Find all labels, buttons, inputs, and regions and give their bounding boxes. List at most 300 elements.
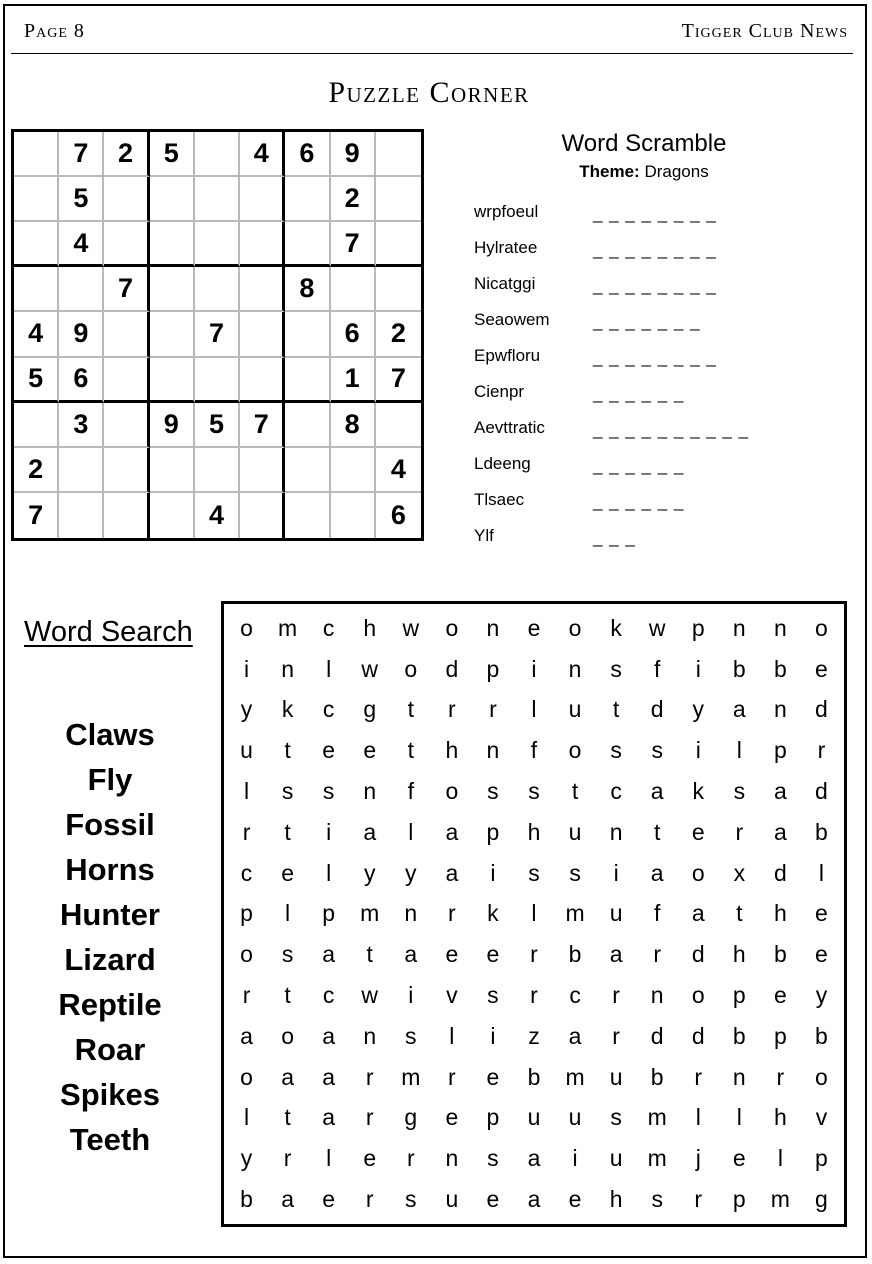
word-search-letter: n <box>445 1145 459 1172</box>
word-search-letter: f <box>653 655 661 682</box>
scrambled-word: Aevttratic <box>474 418 545 437</box>
word-search-letter: h <box>609 1186 623 1213</box>
word-search-letter: s <box>651 737 663 764</box>
word-search-letter: s <box>610 1104 622 1131</box>
word-search-letter: l <box>736 1104 742 1131</box>
word-search-letter: s <box>487 1145 499 1172</box>
sudoku-cell: 5 <box>150 132 195 177</box>
word-search-letter: u <box>527 1104 541 1131</box>
sudoku-cell <box>150 448 195 493</box>
sudoku-cell <box>104 312 149 357</box>
word-search-letter: r <box>365 1186 374 1213</box>
theme-value: Dragons <box>639 162 709 181</box>
sudoku-cell <box>240 448 285 493</box>
sudoku-cell <box>150 358 195 403</box>
word-search-letter: a <box>773 778 787 805</box>
sudoku-cell <box>240 177 285 222</box>
sudoku-cell <box>195 222 240 267</box>
word-search-letter: h <box>363 614 377 641</box>
scramble-row <box>474 488 774 524</box>
word-search-letter: s <box>322 778 335 805</box>
sudoku-cell: 7 <box>104 267 149 312</box>
sudoku-cell <box>240 312 285 357</box>
sudoku-cell: 6 <box>390 499 406 530</box>
word-search-letter: g <box>404 1104 418 1131</box>
word-search-letter: p <box>486 655 500 682</box>
word-search-letter: r <box>283 1145 292 1172</box>
word-search-letter: l <box>777 1145 783 1172</box>
word-search-letter: h <box>773 900 787 927</box>
sudoku-cell: 7 <box>376 358 421 403</box>
word-search-letter: s <box>281 941 294 968</box>
word-search-letter: n <box>650 982 664 1009</box>
word-search-letter: e <box>815 941 828 968</box>
scrambled-word: wrpfoeul <box>474 202 539 221</box>
word-search-letter: t <box>284 1104 291 1131</box>
scrambled-word: Ldeeng <box>474 454 531 473</box>
word-search-letter: o <box>404 655 418 682</box>
word-search-letter: t <box>407 737 414 764</box>
newsletter-name: Tigger Club News <box>681 20 848 42</box>
word-search-letter: j <box>695 1145 701 1172</box>
word-search-letter: p <box>486 818 500 845</box>
sudoku-cell <box>240 493 285 538</box>
sudoku-cell: 4 <box>376 448 421 493</box>
word-search-letter: c <box>610 778 622 805</box>
word-search-letter: s <box>651 1186 663 1213</box>
sudoku-cell <box>285 222 330 267</box>
word-search-letter: d <box>815 778 828 805</box>
word-search-letter: e <box>486 1063 500 1090</box>
word-search-letter: x <box>733 859 746 886</box>
word-search-letter: s <box>569 859 581 886</box>
sudoku-cell: 6 <box>331 312 376 357</box>
sudoku-cell: 4 <box>14 312 59 357</box>
word-search-letter: t <box>284 737 291 764</box>
word-search-letter: i <box>243 655 250 682</box>
word-search-letter: o <box>691 859 705 886</box>
word-search-letter: r <box>406 1145 415 1172</box>
word-search-letter: i <box>695 737 701 764</box>
word-search-letter: a <box>404 941 418 968</box>
word-search-letter: r <box>653 941 662 968</box>
word-search-letter: l <box>243 1104 250 1131</box>
word-search-word: Fossil <box>65 807 155 842</box>
word-search-label: Word Search <box>24 616 193 648</box>
word-search-letter: d <box>650 696 664 723</box>
word-search-letter: a <box>322 1063 336 1090</box>
word-search-letter: p <box>773 737 787 764</box>
sudoku-cell <box>104 177 149 222</box>
word-search-letter: k <box>692 778 704 805</box>
word-search-letter: r <box>448 1063 456 1090</box>
word-search-letter: y <box>363 859 376 886</box>
word-search-letter: a <box>281 1186 294 1213</box>
sudoku-cell: 2 <box>376 312 421 357</box>
word-search-letter: y <box>692 696 704 723</box>
word-search-letter: o <box>691 982 705 1009</box>
word-search-letter: a <box>281 1063 294 1090</box>
sudoku-cell <box>240 358 285 403</box>
scramble-row <box>474 200 774 236</box>
word-search-letter: v <box>446 982 458 1009</box>
word-search-letter: n <box>732 1063 746 1090</box>
word-search-letter: s <box>405 1022 417 1049</box>
sudoku-cell <box>195 132 240 177</box>
word-search-letter: y <box>815 982 828 1009</box>
scramble-row <box>474 524 774 560</box>
word-search-letter: b <box>650 1063 664 1090</box>
word-search-letter: n <box>363 1022 377 1049</box>
word-search-word-list <box>20 712 200 1162</box>
word-search-letter: a <box>650 859 664 886</box>
sudoku-cell: 6 <box>285 132 330 177</box>
word-search-letter: s <box>487 778 499 805</box>
scrambled-word: Seaowem <box>474 310 550 329</box>
sudoku-cell <box>240 267 285 312</box>
sudoku-cell <box>195 448 240 493</box>
sudoku-cell: 7 <box>14 493 59 538</box>
word-search-letter: s <box>610 655 622 682</box>
word-search-letter: p <box>732 1186 746 1213</box>
word-search-letter: c <box>240 859 253 886</box>
word-search-letter: r <box>694 1186 703 1213</box>
sudoku-cell <box>376 267 421 312</box>
sudoku-cell <box>285 493 330 538</box>
word-search-letter: e <box>732 1145 746 1172</box>
word-scramble-list <box>474 200 774 560</box>
page-number: Page 8 <box>24 20 85 42</box>
word-search-letter: p <box>815 1145 828 1172</box>
word-search-letter: l <box>695 1104 701 1131</box>
word-search-letter: u <box>568 1104 582 1131</box>
word-search-letter: d <box>691 1022 705 1049</box>
word-search-letter: s <box>610 737 622 764</box>
sudoku-cell <box>14 222 59 267</box>
sudoku-cell <box>150 177 195 222</box>
word-search-letter: r <box>612 1022 620 1049</box>
word-scramble-theme <box>520 162 768 182</box>
sudoku-cell: 5 <box>14 358 59 403</box>
sudoku-cell <box>376 177 421 222</box>
word-search-letter: a <box>240 1022 253 1049</box>
sudoku-cell <box>104 403 149 448</box>
word-search-word: Horns <box>65 852 155 887</box>
word-search-letter: n <box>568 655 582 682</box>
word-search-letter: a <box>650 778 664 805</box>
word-search-letter: s <box>281 778 294 805</box>
word-search-letter: f <box>653 900 661 927</box>
word-search-letter: k <box>281 696 294 723</box>
sudoku-cell <box>59 448 104 493</box>
answer-blanks: _ _ _ _ _ _ _ _ <box>593 348 717 367</box>
word-search-letter: r <box>365 1104 374 1131</box>
sudoku-cell: 7 <box>195 312 240 357</box>
word-search-letter: n <box>404 900 418 927</box>
word-search-letter: o <box>240 1063 253 1090</box>
word-search-letter: e <box>486 1186 500 1213</box>
word-search-letter: i <box>490 1022 496 1049</box>
word-search-letter: t <box>366 941 373 968</box>
word-search-letter: y <box>405 859 417 886</box>
word-search-word: Hunter <box>60 897 160 932</box>
scrambled-word: Epwfloru <box>474 346 541 365</box>
word-search-letter: l <box>736 737 742 764</box>
word-search-grid <box>221 601 847 1227</box>
word-search-letter: e <box>445 941 459 968</box>
sudoku-cell: 2 <box>104 132 149 177</box>
word-scramble-title: Word Scramble <box>561 130 727 157</box>
word-search-letter: a <box>363 818 377 845</box>
word-search-letter: m <box>647 1104 667 1131</box>
sudoku-cell: 7 <box>331 222 376 267</box>
word-search-word: Claws <box>65 717 155 752</box>
scrambled-word: Cienpr <box>474 382 525 401</box>
word-search-letter: n <box>609 818 623 845</box>
word-search-letter: e <box>445 1104 459 1131</box>
answer-blanks: _ _ _ _ _ _ _ _ <box>593 240 717 259</box>
scramble-row <box>474 308 774 344</box>
header-rule <box>11 53 853 54</box>
sudoku-cell <box>59 267 104 312</box>
sudoku-cell <box>104 448 149 493</box>
word-search-letter: a <box>322 1104 336 1131</box>
word-search-letter: u <box>609 1063 623 1090</box>
sudoku-cell <box>14 403 59 448</box>
word-search-letter: f <box>407 778 414 805</box>
sudoku-cell: 7 <box>240 403 285 448</box>
sudoku-cell <box>195 177 240 222</box>
word-search-letter: a <box>322 1022 336 1049</box>
word-search-letter: e <box>815 900 828 927</box>
sudoku-cell: 9 <box>59 312 104 357</box>
word-search-letter: d <box>815 696 828 723</box>
word-search-letter: d <box>650 1022 664 1049</box>
word-search-letter: a <box>773 818 787 845</box>
scrambled-word: Nicatggi <box>474 274 536 293</box>
word-search-letter: t <box>736 900 743 927</box>
word-search-letter: n <box>363 778 377 805</box>
word-search-letter: p <box>732 982 746 1009</box>
word-search-letter: n <box>773 696 787 723</box>
sudoku-grid <box>11 129 424 541</box>
sudoku-cell <box>376 403 421 448</box>
word-search-letter: r <box>776 1063 785 1090</box>
word-search-letter: l <box>326 1145 332 1172</box>
word-search-letter: r <box>242 818 251 845</box>
word-search-letter: a <box>691 900 705 927</box>
word-search-letter: t <box>653 818 661 845</box>
word-search-letter: k <box>487 900 499 927</box>
word-search-letter: b <box>773 655 787 682</box>
sudoku-cell: 2 <box>331 177 376 222</box>
word-search-letter: s <box>528 859 540 886</box>
answer-blanks: _ _ _ _ _ _ _ <box>593 312 701 331</box>
sudoku-cell <box>285 358 330 403</box>
word-search-letter: p <box>691 614 705 641</box>
word-search-letter: n <box>486 614 500 641</box>
word-search-letter: p <box>486 1104 500 1131</box>
word-search-letter: i <box>572 1145 578 1172</box>
scramble-row <box>474 344 774 380</box>
scramble-row <box>474 416 774 452</box>
word-search-letter: d <box>445 655 459 682</box>
sudoku-cell: 8 <box>285 267 330 312</box>
answer-blanks: _ _ _ _ _ _ _ _ _ _ <box>593 420 750 439</box>
word-search-letter: o <box>815 614 828 641</box>
word-search-word: Reptile <box>58 987 162 1022</box>
word-search-letter: g <box>363 696 377 723</box>
word-search-letter: s <box>528 778 540 805</box>
word-search-letter: i <box>490 859 496 886</box>
word-search-word: Roar <box>74 1032 146 1067</box>
word-search-letter: n <box>773 614 787 641</box>
sudoku-cell <box>285 448 330 493</box>
word-search-letter: h <box>732 941 746 968</box>
word-search-letter: s <box>405 1186 417 1213</box>
answer-blanks: _ _ _ <box>593 528 636 547</box>
word-search-letter: b <box>568 941 582 968</box>
word-search-letter: l <box>243 778 250 805</box>
word-search-letter: l <box>531 900 537 927</box>
sudoku-cell: 5 <box>59 177 104 222</box>
word-search-letter: e <box>691 818 705 845</box>
sudoku-cell <box>150 493 195 538</box>
word-search-letter: a <box>732 696 746 723</box>
word-search-letter: c <box>322 696 335 723</box>
word-search-letter: r <box>448 696 456 723</box>
sudoku-cell: 1 <box>331 358 376 403</box>
scramble-row <box>474 452 774 488</box>
word-search-letter: r <box>242 982 251 1009</box>
word-search-letter: i <box>531 655 537 682</box>
sudoku-cell <box>59 493 104 538</box>
sudoku-cell <box>104 493 149 538</box>
word-search-word: Lizard <box>64 942 156 977</box>
word-search-letter: y <box>240 1145 253 1172</box>
scrambled-word: Hylratee <box>474 238 538 257</box>
word-search-letter: e <box>773 982 787 1009</box>
sudoku-cell <box>150 222 195 267</box>
word-search-letter: u <box>568 696 582 723</box>
word-search-letter: b <box>732 1022 746 1049</box>
word-search-letter: i <box>408 982 414 1009</box>
word-search-letter: z <box>528 1022 540 1049</box>
sudoku-cell <box>195 267 240 312</box>
word-search-letter: o <box>240 941 253 968</box>
sudoku-cell <box>376 132 421 177</box>
word-search-letter: p <box>773 1022 787 1049</box>
sudoku-cell: 4 <box>59 222 104 267</box>
word-search-letter: p <box>322 900 336 927</box>
word-search-letter: b <box>732 655 746 682</box>
scrambled-word: Ylf <box>474 526 494 545</box>
word-search-letter: e <box>815 655 828 682</box>
word-search-word: Fly <box>87 762 133 797</box>
sudoku-cell: 4 <box>240 132 285 177</box>
word-search-letter: c <box>322 982 335 1009</box>
sudoku-cell: 5 <box>195 403 240 448</box>
word-search-letter: h <box>527 818 541 845</box>
sudoku-cell: 4 <box>195 493 240 538</box>
word-search-letter: w <box>648 614 666 641</box>
word-search-letter: s <box>733 778 746 805</box>
word-search-letter: d <box>773 859 787 886</box>
word-search-letter: i <box>326 818 332 845</box>
word-search-letter: e <box>322 737 336 764</box>
sudoku-cell <box>285 177 330 222</box>
word-search-letter: r <box>735 818 744 845</box>
word-search-letter: i <box>613 859 619 886</box>
sudoku-cell: 9 <box>150 403 195 448</box>
word-search-letter: m <box>647 1145 667 1172</box>
sudoku-cell: 8 <box>331 403 376 448</box>
word-search-letter: h <box>445 737 459 764</box>
sudoku-cell <box>331 493 376 538</box>
word-search-letter: p <box>240 900 253 927</box>
word-search-letter: m <box>565 1063 585 1090</box>
word-search-letter: m <box>401 1063 421 1090</box>
sudoku-cell <box>104 358 149 403</box>
sudoku-cell <box>331 267 376 312</box>
sudoku-cell <box>240 222 285 267</box>
word-search-letter: u <box>445 1186 459 1213</box>
word-search-letter: e <box>486 941 500 968</box>
sudoku-cell: 3 <box>59 403 104 448</box>
word-search-letter: e <box>363 737 377 764</box>
word-search-letter: o <box>445 614 459 641</box>
scrambled-word: Tlsaec <box>474 490 525 509</box>
answer-blanks: _ _ _ _ _ _ <box>593 492 685 511</box>
sudoku-cell <box>376 222 421 267</box>
word-search-letter: o <box>281 1022 294 1049</box>
word-search-letter: r <box>448 900 456 927</box>
word-search-letter: r <box>612 982 620 1009</box>
word-search-letter: l <box>285 900 291 927</box>
word-search-letter: a <box>445 818 459 845</box>
page-title: Puzzle Corner <box>328 76 530 109</box>
word-search-letter: k <box>610 614 622 641</box>
sudoku-cell <box>285 403 330 448</box>
scramble-row <box>474 236 774 272</box>
word-search-letter: b <box>815 818 828 845</box>
word-search-letter: u <box>568 818 582 845</box>
word-search-letter: b <box>773 941 787 968</box>
word-search-letter: r <box>817 737 826 764</box>
word-search-letter: r <box>530 941 538 968</box>
word-search-letter: l <box>531 696 537 723</box>
word-search-letter: e <box>322 1186 336 1213</box>
word-search-letter: w <box>402 614 420 641</box>
word-search-word: Spikes <box>60 1077 160 1112</box>
word-search-letter: a <box>527 1145 541 1172</box>
word-search-letter: n <box>281 655 294 682</box>
word-search-letter: m <box>278 614 298 641</box>
word-search-letter: t <box>284 982 291 1009</box>
sudoku-cell <box>14 177 59 222</box>
answer-blanks: _ _ _ _ _ _ _ _ <box>593 204 717 223</box>
word-search-letter: l <box>818 859 825 886</box>
word-search-letter: e <box>281 859 294 886</box>
word-search-letter: t <box>612 696 620 723</box>
word-search-letter: e <box>527 614 541 641</box>
word-search-letter: m <box>565 900 585 927</box>
word-search-letter: t <box>571 778 579 805</box>
sudoku-cell: 7 <box>59 132 104 177</box>
scramble-row <box>474 380 774 416</box>
word-search-letter: f <box>530 737 538 764</box>
word-search-letter: a <box>568 1022 582 1049</box>
